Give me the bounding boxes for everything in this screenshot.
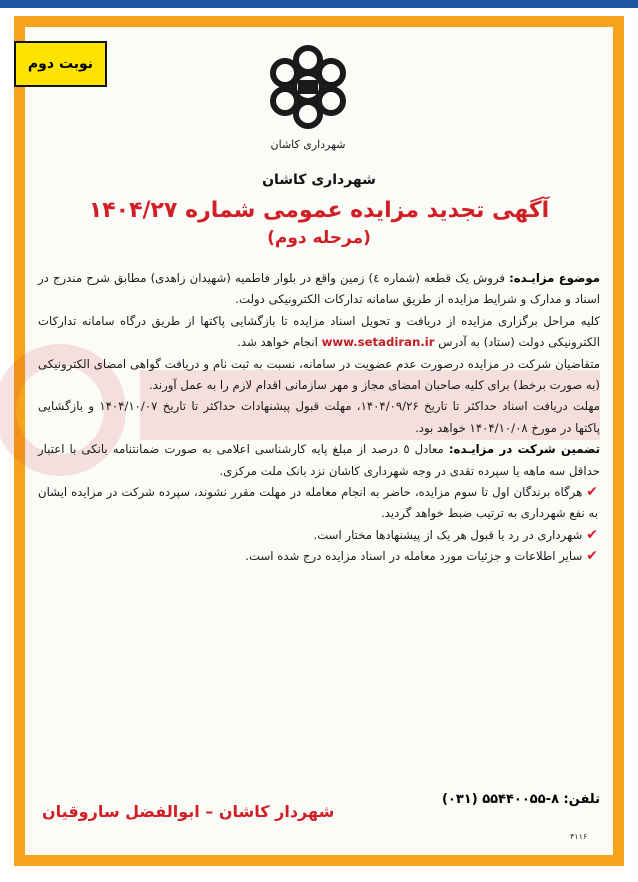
deadline-paragraph: مهلت دریافت اسناد حداکثر تا تاریخ ۱۴۰۴/۰۹/۲۶، مهلت قبول پیشنهادات حداکثر تا تاریخ ۱۴۰۴/۱۰/۰۷ و بازگشایی پاکتها در مورخ ۱۴۰۴/۱۰/۰۸ خواهد بود. — [38, 399, 600, 435]
bullet-item — [38, 525, 600, 546]
top-bar — [0, 0, 638, 8]
guarantee-label: تضمین شرکت در مزایـده: — [448, 442, 600, 457]
setadiran-link[interactable]: www.setadiran.ir — [321, 335, 435, 350]
guarantee-text: معادل ٥ درصد از مبلغ پایه کارشناسی اعلامی به صورت ضمانتنامه بانکی با اعتبار حداقل سه ماهه یا سپرده تقدی در وجه شهرداری کاشان نزد بانک ملت مرکزی. — [38, 442, 600, 478]
bullet-text: هرگاه برندگان اول تا سوم مزایده، حاضر به انجام معامله در مهلت مقرر نشوند، سپرده شرکت در مزایده ایشان به نفع شهرداری به ترتیب ضبط خواهد گردید. — [38, 485, 598, 521]
check-icon: ✔ — [586, 548, 598, 565]
stages-text: کلیه مراحل برگزاری مزایده از دریافت و تحویل اسناد مزایده تا بازگشایی پاکتها از طریق درگاه سامانه تدارکات الکترونیکی دولت (ستاد) به آدرس — [38, 313, 600, 350]
logo-caption: شهرداری کاشان — [270, 138, 346, 151]
phone-label: تلفن: — [563, 792, 600, 807]
round-badge: نوبت دوم — [14, 41, 107, 87]
subject-label: موضوع مزایـده: — [509, 271, 600, 285]
bullet-item — [38, 482, 600, 525]
check-icon: ✔ — [586, 526, 598, 543]
check-icon: ✔ — [586, 484, 598, 501]
stages-tail: انجام خواهد شد. — [237, 335, 322, 350]
mayor-signature: شهردار کاشان – ابوالفضل ساروقیان — [42, 802, 335, 821]
guarantee-paragraph — [38, 439, 600, 482]
notice-body — [38, 268, 600, 568]
phone-number: ۸-۵۵۴۴۰۰۵۵ (۰۳۱) — [441, 792, 560, 807]
applicants-paragraph: متقاضیان شرکت در مزایده درصورت عدم عضویت در سامانه، نسبت به ثبت نام و دریافت گواهی امضای الکترونیکی (به صورت برخط) برای کلیه صاحبان امضای مجاز و مهر سازمانی اقدام لازم را به عمل آورند. — [38, 356, 600, 393]
subject-text: فروش یک قطعه (شماره ٤) زمین واقع در بلوار فاطمیه (شهیدان زاهدی) مطابق شرح مندرج در اسناد و مدارک و شرایط مزایده از طریق سامانه تدارکات الکترونیکی دولت. — [38, 271, 600, 307]
bullet-item — [38, 546, 600, 567]
subject-paragraph — [38, 268, 600, 311]
bullet-text: شهرداری در رد یا قبول هر یک از پیشنهادها مختار است. — [313, 527, 583, 542]
stages-paragraph — [38, 311, 600, 354]
ad-code: ۴۱۱۶ — [570, 832, 588, 841]
notice-title: آگهی تجدید مزایده عمومی شماره ۱۴۰۴/۲۷ — [88, 198, 550, 223]
organization-name: شهرداری کاشان — [262, 172, 376, 188]
municipality-logo-icon — [258, 42, 358, 132]
bullet-text: سایر اطلاعات و جزئیات مورد معامله در اسناد مزایده درج شده است. — [245, 549, 583, 564]
notice-subtitle: (مرحله دوم) — [267, 228, 371, 248]
